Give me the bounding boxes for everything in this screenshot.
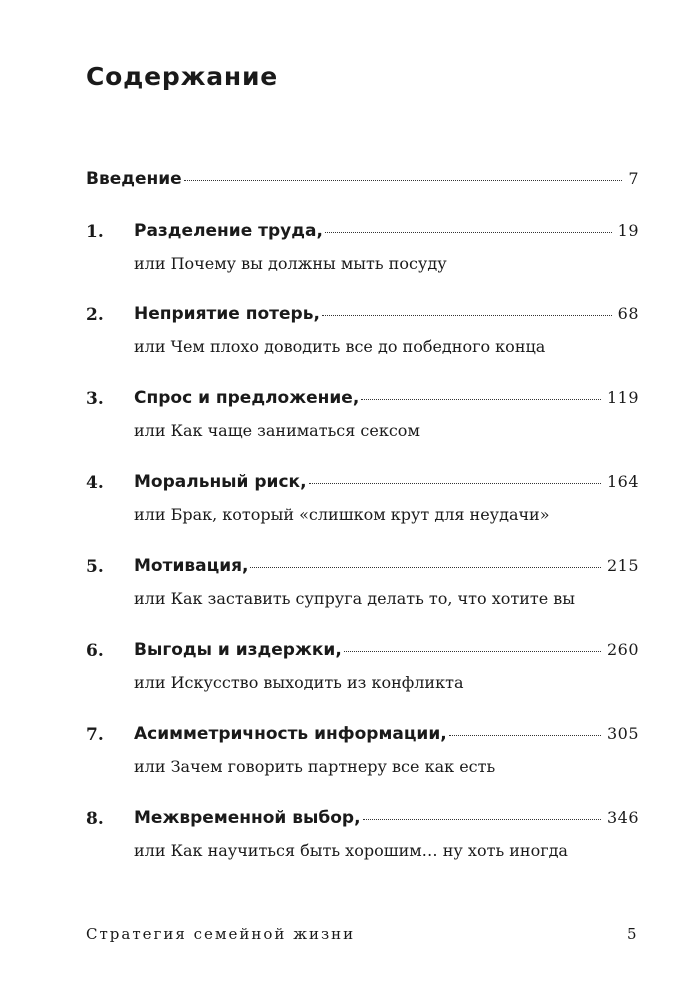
toc-entry-subtitle: или Искусство выходить из конфликта [134,673,464,692]
chapter-number: 2. [86,305,104,325]
dot-leader [325,231,612,233]
dot-leader [361,398,601,400]
toc-entry-subtitle: или Брак, который «слишком крут для неудачи» [134,505,550,524]
toc-entry-title: Введение [86,169,182,189]
toc-entry-page: 19 [617,221,639,240]
toc-entry-page: 346 [606,808,639,827]
toc-entry-title: Спрос и предложение, [134,388,360,408]
toc-entry-title: Разделение труда, [134,221,323,241]
page-title: Содержание [86,62,279,91]
toc-entry-chapter-6[interactable] [134,640,639,660]
toc-entry-chapter-5[interactable] [134,556,639,576]
toc-entry-subtitle: или Чем плохо доводить все до победного конца [134,337,546,356]
chapter-number: 7. [86,725,104,745]
chapter-number: 3. [86,389,104,409]
toc-entry-subtitle: или Как научиться быть хорошим… ну хоть иногда [134,841,568,860]
dot-leader [250,566,600,568]
toc-entry-page: 305 [606,724,639,743]
toc-entry-chapter-3[interactable] [134,388,639,408]
dot-leader [344,650,601,652]
toc-entry-title: Асимметричность информации, [134,724,447,744]
toc-entry-chapter-8[interactable] [134,808,639,828]
toc-entry-subtitle: или Почему вы должны мыть посуду [134,254,447,273]
toc-entry-page: 215 [606,556,639,575]
toc-entry-page: 164 [606,472,639,491]
toc-entry-chapter-7[interactable] [134,724,639,744]
toc-entry-title: Межвременной выбор, [134,808,361,828]
dot-leader [322,314,612,316]
toc-entry-chapter-2[interactable] [134,304,639,324]
dot-leader [309,482,601,484]
toc-entry-subtitle: или Как чаще заниматься сексом [134,421,420,440]
dot-leader [184,179,623,181]
toc-entry-intro[interactable] [86,169,639,189]
toc-entry-subtitle: или Как заставить супруга делать то, что хотите вы [134,589,576,608]
toc-entry-chapter-4[interactable] [134,472,639,492]
dot-leader [363,818,601,820]
chapter-number: 4. [86,473,104,493]
chapter-number: 5. [86,557,104,577]
dot-leader [449,734,601,736]
chapter-number: 8. [86,809,104,829]
toc-entry-page: 119 [606,388,639,407]
toc-entry-title: Мотивация, [134,556,249,576]
chapter-number: 1. [86,222,104,242]
toc-entry-page: 7 [628,169,639,188]
chapter-number: 6. [86,641,104,661]
toc-entry-subtitle: или Зачем говорить партнеру все как есть [134,757,496,776]
toc-entry-title: Выгоды и издержки, [134,640,342,660]
toc-entry-page: 260 [606,640,639,659]
toc-entry-page: 68 [617,304,639,323]
toc-entry-title: Моральный риск, [134,472,307,492]
page-number: 5 [627,925,637,943]
toc-entry-title: Неприятие потерь, [134,304,320,324]
running-title: Стратегия семейной жизни [86,925,356,943]
toc-entry-chapter-1[interactable] [134,221,639,241]
